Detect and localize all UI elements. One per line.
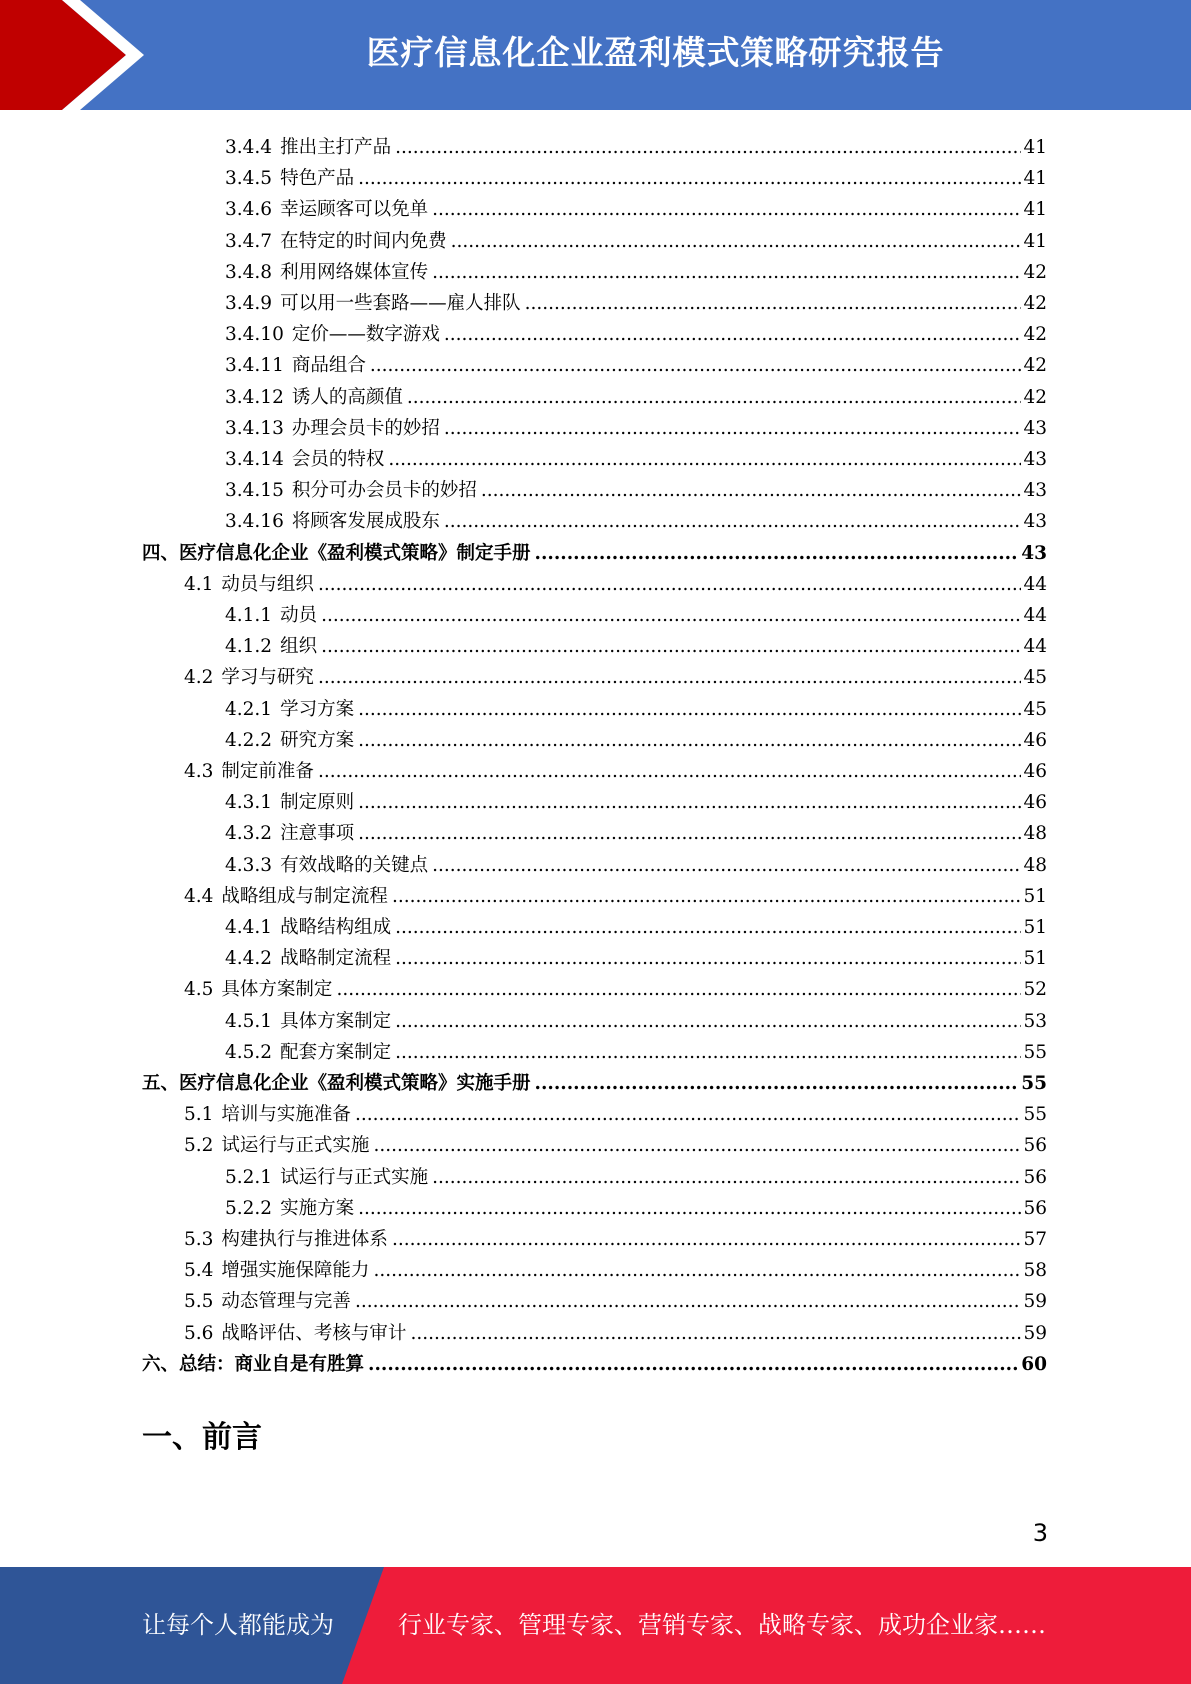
toc-entry-page: 42 <box>1023 324 1047 346</box>
toc-entry-number: 4.3.3 <box>225 854 273 876</box>
header-chevron-decoration <box>0 0 160 110</box>
toc-entry[interactable] <box>225 284 1047 315</box>
toc-dot-leader <box>481 480 1022 502</box>
toc-dot-leader <box>355 1104 1022 1126</box>
toc-entry-number: 3.4.12 <box>225 386 284 408</box>
toc-dot-leader <box>432 855 1021 877</box>
toc-entry-page: 43 <box>1021 542 1047 564</box>
toc-entry-title: 推出主打产品 <box>280 137 392 158</box>
toc-entry-title: 动态管理与完善 <box>221 1291 351 1313</box>
toc-dot-leader <box>407 387 1022 409</box>
toc-entry-title: 动员与组织 <box>221 573 314 595</box>
toc-entry-title: 制定原则 <box>280 792 355 814</box>
toc-entry-page: 57 <box>1023 1229 1047 1250</box>
toc-entry-page: 56 <box>1023 1197 1047 1219</box>
toc-entry-title: 学习与研究 <box>221 667 314 689</box>
toc-entry-title: 在特定的时间内免费 <box>280 230 447 252</box>
toc-entry[interactable] <box>184 1126 1047 1157</box>
toc-dot-leader <box>444 511 1022 533</box>
toc-entry-title: 六、总结：商业自是有胜算 <box>142 1353 365 1375</box>
toc-dot-leader <box>395 1042 1021 1064</box>
toc-entry-page: 59 <box>1023 1291 1047 1313</box>
toc-entry-number: 4.5.2 <box>225 1041 273 1063</box>
toc-entry-page: 43 <box>1023 417 1047 439</box>
toc-entry-page: 41 <box>1023 230 1047 252</box>
toc-entry-page: 42 <box>1023 261 1047 283</box>
toc-entry-page: 56 <box>1023 1135 1047 1157</box>
toc-entry[interactable] <box>225 1002 1047 1033</box>
toc-entry[interactable] <box>225 159 1047 190</box>
toc-entry-page: 48 <box>1023 854 1047 876</box>
toc-entry[interactable] <box>225 814 1047 845</box>
toc-entry-number: 5.2.2 <box>225 1197 273 1219</box>
toc-dot-leader <box>321 636 1021 658</box>
toc-entry-number: 4.2.2 <box>225 729 273 751</box>
toc-entry[interactable] <box>184 1314 1047 1345</box>
toc-entry-title: 组织 <box>280 636 318 658</box>
toc-dot-leader <box>395 917 1021 939</box>
toc-entry-title: 战略组成与制定流程 <box>221 885 388 907</box>
toc-entry-number: 3.4.13 <box>225 417 284 439</box>
toc-entry-title: 有效战略的关键点 <box>280 854 429 876</box>
toc-entry-page: 44 <box>1023 636 1047 658</box>
toc-dot-leader <box>358 823 1021 845</box>
toc-entry-title: 增强实施保障能力 <box>221 1260 370 1282</box>
toc-entry-page: 42 <box>1023 355 1047 377</box>
toc-entry-title: 具体方案制定 <box>221 979 333 1001</box>
toc-dot-leader <box>373 1260 1021 1282</box>
toc-entry[interactable] <box>225 783 1047 814</box>
toc-entry-page: 60 <box>1021 1353 1047 1375</box>
toc-dot-leader <box>321 605 1021 627</box>
toc-entry-number: 4.4.2 <box>225 948 273 970</box>
toc-entry-number: 5.5 <box>184 1291 214 1313</box>
toc-entry-page: 58 <box>1023 1260 1047 1282</box>
toc-entry-page: 41 <box>1023 168 1047 190</box>
toc-entry[interactable] <box>225 1158 1047 1189</box>
toc-entry-number: 3.4.14 <box>225 449 284 470</box>
toc-dot-leader <box>392 1229 1022 1251</box>
toc-entry-number: 4.2 <box>184 667 214 689</box>
toc-dot-leader <box>525 293 1022 315</box>
toc-entry-page: 44 <box>1023 573 1047 595</box>
toc-entry-number: 4.5 <box>184 979 214 1001</box>
toc-dot-leader <box>410 1323 1021 1345</box>
toc-entry-title: 动员 <box>280 605 318 626</box>
toc-entry[interactable] <box>184 658 1047 689</box>
toc-entry-number: 3.4.8 <box>225 261 273 283</box>
toc-dot-leader <box>358 1198 1021 1220</box>
toc-entry-number: 5.2 <box>184 1135 214 1157</box>
toc-entry-number: 4.4.1 <box>225 917 273 938</box>
toc-entry-page: 46 <box>1023 729 1047 751</box>
toc-entry-page: 45 <box>1023 698 1047 720</box>
toc-entry-number: 4.3 <box>184 761 214 782</box>
toc-entry-number: 4.4 <box>184 885 214 907</box>
toc-entry[interactable] <box>225 627 1047 658</box>
toc-entry-title: 商品组合 <box>291 355 366 377</box>
toc-entry-number: 5.4 <box>184 1260 214 1282</box>
toc-entry[interactable] <box>225 253 1047 284</box>
toc-entry[interactable] <box>225 378 1047 409</box>
toc-entry-number: 3.4.6 <box>225 199 273 221</box>
toc-entry-page: 55 <box>1021 1073 1047 1094</box>
toc-entry-number: 5.3 <box>184 1229 214 1250</box>
toc-dot-leader <box>318 574 1022 596</box>
toc-dot-leader <box>444 324 1022 346</box>
toc-entry-page: 42 <box>1023 386 1047 408</box>
toc-entry-page: 44 <box>1023 605 1047 626</box>
toc-entry-page: 59 <box>1023 1322 1047 1344</box>
toc-entry-title: 战略制定流程 <box>280 948 392 970</box>
toc-dot-leader <box>373 1135 1021 1157</box>
toc-entry-title: 四、医疗信息化企业《盈利模式策略》制定手册 <box>142 542 531 564</box>
toc-entry-page: 46 <box>1023 761 1047 782</box>
toc-entry-page: 52 <box>1023 979 1047 1001</box>
toc-entry[interactable] <box>225 315 1047 346</box>
toc-dot-leader <box>395 948 1021 970</box>
toc-entry-page: 48 <box>1023 823 1047 845</box>
toc-entry-title: 诱人的高颜值 <box>291 386 403 408</box>
toc-entry-number: 3.4.7 <box>225 230 273 252</box>
header-red-block <box>0 0 126 110</box>
toc-entry-title: 构建执行与推进体系 <box>221 1229 388 1250</box>
toc-entry-number: 4.3.2 <box>225 823 273 845</box>
toc-dot-leader <box>432 262 1021 284</box>
toc-entry-page: 51 <box>1023 948 1047 970</box>
toc-entry-page: 53 <box>1023 1010 1047 1032</box>
toc-entry-page: 56 <box>1023 1166 1047 1188</box>
toc-dot-leader <box>432 199 1021 221</box>
toc-entry-title: 战略结构组成 <box>280 917 392 938</box>
toc-entry-page: 41 <box>1023 137 1047 158</box>
toc-entry[interactable] <box>184 877 1047 908</box>
toc-entry-title: 办理会员卡的妙招 <box>291 417 440 439</box>
toc-dot-leader <box>432 1167 1021 1189</box>
toc-entry-number: 3.4.10 <box>225 324 284 346</box>
toc-dot-leader <box>358 730 1021 752</box>
toc-entry[interactable] <box>184 565 1047 596</box>
toc-dot-leader <box>368 1354 1019 1376</box>
toc-entry-title: 五、医疗信息化企业《盈利模式策略》实施手册 <box>142 1073 531 1094</box>
toc-entry-title: 研究方案 <box>280 729 355 751</box>
toc-chapter-entry[interactable] <box>142 1345 1047 1376</box>
toc-dot-leader <box>336 979 1021 1001</box>
toc-entry-page: 45 <box>1023 667 1047 689</box>
toc-dot-leader <box>358 699 1021 721</box>
toc-entry-page: 55 <box>1023 1041 1047 1063</box>
page-header <box>0 0 1191 110</box>
toc-entry[interactable] <box>184 1220 1047 1251</box>
toc-entry-title: 注意事项 <box>280 823 355 845</box>
toc-entry-number: 3.4.16 <box>225 511 284 533</box>
toc-entry[interactable] <box>225 721 1047 752</box>
toc-entry-number: 5.1 <box>184 1104 214 1126</box>
toc-entry-page: 41 <box>1023 199 1047 221</box>
toc-entry-number: 4.5.1 <box>225 1010 273 1032</box>
toc-entry-title: 学习方案 <box>280 698 355 720</box>
toc-entry[interactable] <box>225 346 1047 377</box>
toc-entry-title: 将顾客发展成股东 <box>291 511 440 533</box>
toc-chapter-entry[interactable] <box>142 1064 1047 1095</box>
toc-entry[interactable] <box>184 752 1047 783</box>
toc-entry-title: 配套方案制定 <box>280 1041 392 1063</box>
toc-entry[interactable] <box>225 939 1047 970</box>
toc-entry-page: 46 <box>1023 792 1047 814</box>
toc-entry-title: 积分可办会员卡的妙招 <box>291 480 477 502</box>
footer-roles: 行业专家、管理专家、营销专家、战略专家、成功企业家…… <box>398 1611 1046 1639</box>
toc-entry[interactable] <box>184 1251 1047 1282</box>
toc-entry-title: 幸运顾客可以免单 <box>280 199 429 221</box>
footer-slogan: 让每个人都能成为 <box>142 1611 334 1639</box>
toc-entry-title: 制定前准备 <box>221 761 314 782</box>
toc-entry[interactable] <box>225 846 1047 877</box>
toc-entry-number: 3.4.9 <box>225 293 273 314</box>
toc-entry-page: 43 <box>1023 449 1047 470</box>
toc-entry[interactable] <box>225 596 1047 627</box>
toc-entry-title: 战略评估、考核与审计 <box>221 1322 407 1344</box>
toc-entry-title: 定价——数字游戏 <box>291 324 440 346</box>
toc-entry-title: 特色产品 <box>280 168 355 190</box>
toc-entry[interactable] <box>225 1189 1047 1220</box>
toc-entry-number: 3.4.4 <box>225 137 273 158</box>
report-title: 医疗信息化企业盈利模式策略研究报告 <box>366 33 945 72</box>
toc-dot-leader <box>318 761 1022 783</box>
toc-entry-number: 4.1 <box>184 573 214 595</box>
toc-entry-title: 试运行与正式实施 <box>221 1135 370 1157</box>
toc-entry-number: 3.4.15 <box>225 480 284 502</box>
page-number: 3 <box>1032 1519 1048 1547</box>
toc-entry[interactable] <box>225 502 1047 533</box>
toc-dot-leader <box>535 543 1020 565</box>
toc-entry-number: 5.2.1 <box>225 1166 273 1188</box>
toc-entry-page: 51 <box>1023 917 1047 938</box>
toc-chapter-entry[interactable] <box>142 534 1047 565</box>
toc-entry[interactable] <box>184 1282 1047 1313</box>
toc-entry-page: 43 <box>1023 511 1047 533</box>
toc-entry-title: 会员的特权 <box>291 449 385 470</box>
toc-dot-leader <box>370 355 1022 377</box>
toc-entry-title: 培训与实施准备 <box>221 1104 351 1126</box>
toc-entry[interactable] <box>225 128 1047 159</box>
toc-entry-number: 4.1.1 <box>225 605 273 626</box>
toc-entry[interactable] <box>225 690 1047 721</box>
section-heading: 一、前言 <box>142 1420 262 1455</box>
toc-entry[interactable] <box>184 970 1047 1001</box>
toc-dot-leader <box>451 231 1022 253</box>
toc-dot-leader <box>395 1011 1021 1033</box>
toc-dot-leader <box>358 168 1021 190</box>
toc-entry-title: 利用网络媒体宣传 <box>280 261 429 283</box>
toc-entry[interactable] <box>225 190 1047 221</box>
toc-entry[interactable] <box>225 440 1047 471</box>
toc-dot-leader <box>355 1291 1022 1313</box>
toc-entry[interactable] <box>225 222 1047 253</box>
toc-entry-number: 3.4.5 <box>225 168 273 190</box>
toc-dot-leader <box>444 418 1022 440</box>
toc-dot-leader <box>392 886 1022 908</box>
toc-dot-leader <box>358 792 1021 814</box>
toc-entry-number: 4.3.1 <box>225 792 273 814</box>
toc-dot-leader <box>535 1073 1020 1095</box>
toc-entry-page: 43 <box>1023 480 1047 502</box>
toc-entry-page: 51 <box>1023 885 1047 907</box>
toc-entry-number: 5.6 <box>184 1322 214 1344</box>
toc-entry-number: 3.4.11 <box>225 355 284 377</box>
toc-entry[interactable] <box>225 471 1047 502</box>
toc-entry-title: 具体方案制定 <box>280 1010 392 1032</box>
toc-entry-number: 4.2.1 <box>225 698 273 720</box>
toc-entry[interactable] <box>225 1033 1047 1064</box>
page-footer <box>0 1567 1191 1684</box>
toc-entry-page: 55 <box>1023 1104 1047 1126</box>
toc-dot-leader <box>318 667 1022 689</box>
toc-entry-number: 4.1.2 <box>225 636 273 658</box>
toc-entry[interactable] <box>184 1095 1047 1126</box>
toc-entry[interactable] <box>225 908 1047 939</box>
toc-entry-title: 实施方案 <box>280 1197 355 1219</box>
toc-entry-page: 42 <box>1023 293 1047 314</box>
toc-dot-leader <box>388 449 1021 471</box>
toc-dot-leader <box>395 137 1021 159</box>
toc-entry-title: 试运行与正式实施 <box>280 1166 429 1188</box>
toc-entry-title: 可以用一些套路——雇人排队 <box>280 293 521 314</box>
toc-entry[interactable] <box>225 409 1047 440</box>
